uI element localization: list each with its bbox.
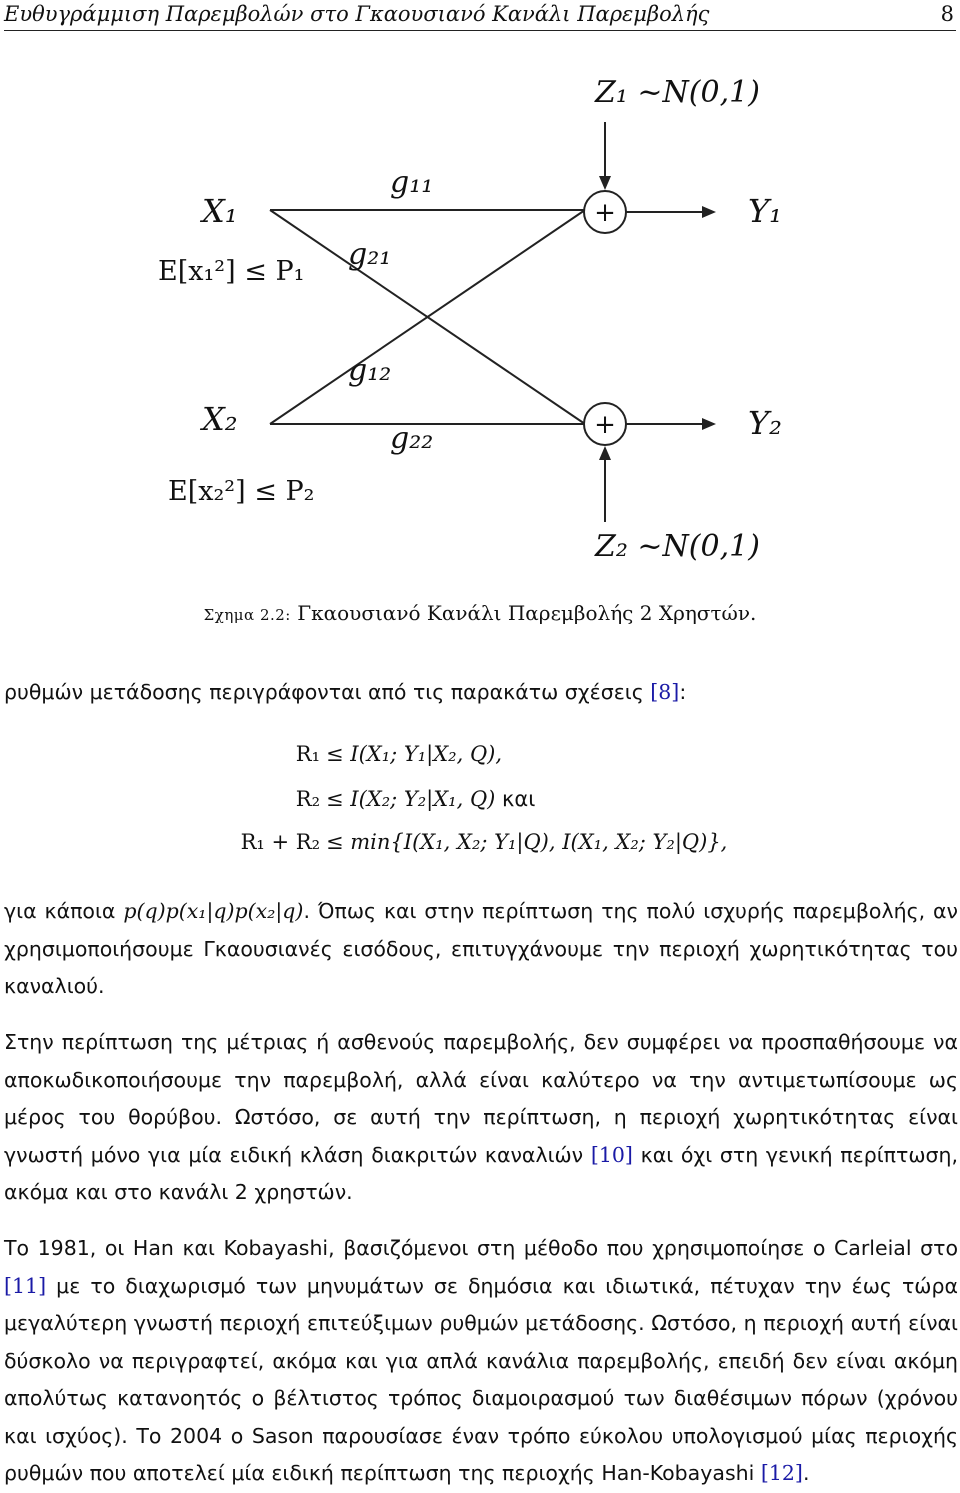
equation-2 (0, 787, 960, 819)
noise-label-top: Z₁ ~N(0,1) (595, 75, 760, 110)
noise-label-bottom: Z₂ ~N(0,1) (595, 529, 760, 564)
adder-bottom-symbol: + (594, 410, 616, 440)
adder-top-symbol: + (594, 198, 616, 228)
equation-2-rhs: ≤ I(X₂; Y₂|X₁, Q) και (326, 787, 536, 811)
gain-label-g22: g₂₂ (390, 421, 434, 456)
citation-10[interactable]: [10] (590, 1142, 633, 1167)
paragraph-1-post: . Όπως και στην περίπτωση της πολύ ισχυρής παρεμβολής, αν χρησιμοποιήσουμε Γκαουσιανές εισόδους, επιτυγχάνουμε την περιοχή χωρητικότητας του καναλιού. (4, 899, 958, 998)
output-label-1: Y₁ (748, 192, 782, 230)
gain-label-g12: g₁₂ (348, 353, 392, 388)
interference-channel-figure (140, 62, 820, 582)
output-label-2: Y₂ (748, 404, 782, 442)
equation-3-rhs: ≤ min{I(X₁, X₂; Y₁|Q), I(X₁, X₂; Y₂|Q)}, (326, 830, 728, 854)
page-number: 8 (940, 2, 954, 26)
paragraph-1-math: p(q)p(x₁|q)p(x₂|q) (123, 899, 304, 923)
intro-line (4, 674, 958, 712)
input-label-2: X₂ (202, 400, 238, 438)
paragraph-1-pre: για κάποια (4, 899, 124, 923)
citation-11[interactable]: [11] (4, 1273, 47, 1298)
paragraph-2-post: και όχι στη γενική περίπτωση, ακόμα και στο κανάλι 2 χρηστών. (4, 1142, 958, 1204)
paragraph-2 (4, 1024, 958, 1212)
paragraph-3-part-a: Το 1981, οι Han και Kobayashi, βασιζόμενοι στη μέθοδο που χρησιμοποίησε ο Carleial στο (4, 1236, 958, 1260)
noise-arrowhead-top (599, 176, 611, 190)
equation-1-lhs: R₁ (295, 742, 320, 766)
equation-3 (0, 830, 960, 862)
paragraph-3-end: . (802, 1461, 810, 1485)
gain-label-g21: g₂₁ (348, 237, 392, 272)
equation-3-lhs: R₁ + R₂ (240, 830, 320, 854)
power-constraint-1: E[x₁²] ≤ P₁ (158, 256, 305, 287)
running-header (4, 0, 956, 31)
output-arrowhead-top (702, 206, 716, 218)
equation-2-lhs: R₂ (295, 787, 320, 811)
power-constraint-2: E[x₂²] ≤ P₂ (168, 476, 315, 507)
equation-1-rhs: ≤ I(X₁; Y₁|X₂, Q), (326, 742, 503, 766)
paragraph-3-part-b: με το διαχωρισμό των μηνυμάτων σε δημόσια και ιδιωτικά, πέτυχαν την έως τώρα μεγαλύτερη γνωστή περιοχή επιτεύξιμων ρυθμών μετάδοσης. Ωστόσο, η περιοχή αυτή είναι δύσκολο να περιγραφτεί, ακόμα και για απλά κανάλια παρεμβολής, επειδή δεν είναι ακόμη απολύτως κατανοητός ο βέλτιστος τρόπος διαμοιρασμού των διαθέσιμων πόρων (χρόνου και ισχύος). Το 2004 ο Sason παρουσίασε έναν τρόπο εύκολου υπολογισμού μίας περιοχής ρυθμών που αποτελεί μία ειδική περίπτωση της περιοχής Han-Kobayashi (4, 1273, 958, 1485)
paragraph-2-pre: Στην περίπτωση της μέτριας ή ασθενούς παρεμβολής, δεν συμφέρει να προσπαθήσουμε να αποκωδικοποιήσουμε την παρεμβολή, αλλά είναι καλύτερο να την αντιμετωπίσουμε ως μέρος του θορύβου. Ωστόσο, σε αυτή την περίπτωση, η περιοχή χωρητικότητας είναι γνωστή μόνο για μία ειδική κλάση διακριτών καναλιών (4, 1030, 958, 1167)
equation-1 (0, 742, 960, 774)
channel-diagram (140, 62, 820, 582)
input-label-1: X₁ (202, 192, 238, 230)
output-arrowhead-bottom (702, 418, 716, 430)
paragraph-3 (4, 1230, 958, 1493)
citation-12[interactable]: [12] (760, 1461, 803, 1485)
header-title: Ευθυγράμμιση Παρεμβολών στο Γκαουσιανό Κανάλι Παρεμβολής (4, 2, 710, 26)
citation-8[interactable]: [8] (650, 680, 680, 704)
figure-caption (0, 601, 960, 625)
paragraph-1 (4, 893, 958, 1006)
intro-end: : (679, 680, 687, 704)
noise-arrowhead-bottom (599, 446, 611, 460)
intro-text: ρυθμών μετάδοσης περιγράφονται από τις παρακάτω σχέσεις (4, 680, 651, 704)
caption-text: Γκαουσιανό Κανάλι Παρεμβολής 2 Χρηστών. (297, 601, 757, 625)
caption-label: Σχημα 2.2: (203, 606, 291, 624)
gain-label-g11: g₁₁ (390, 165, 434, 200)
